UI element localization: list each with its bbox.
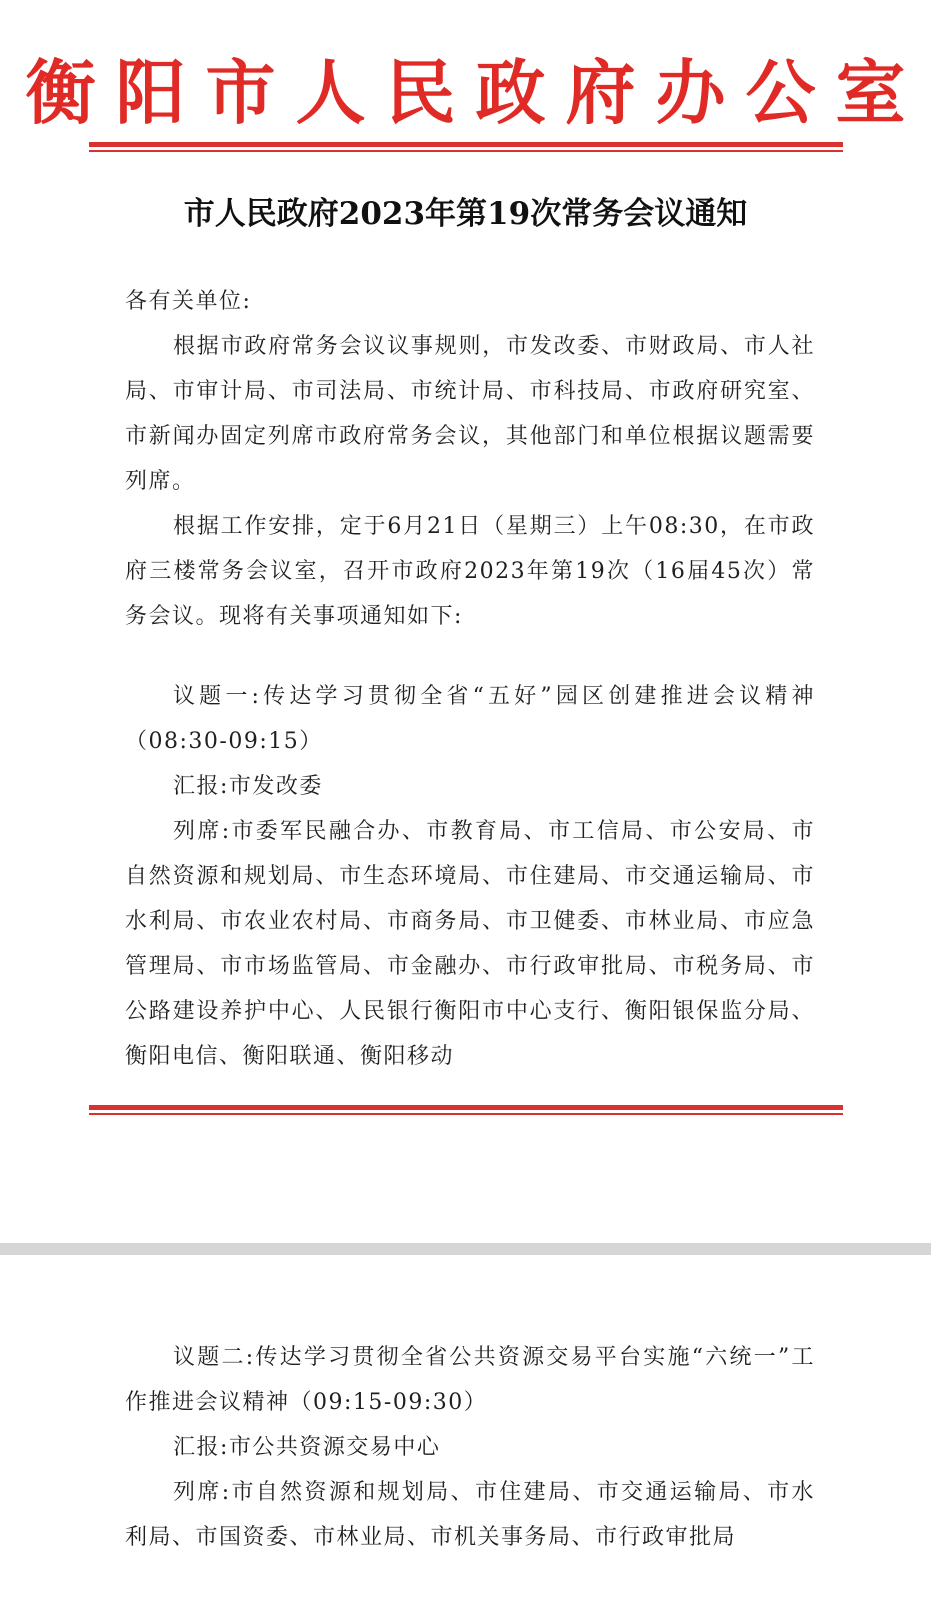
rule-thick-line	[89, 1105, 843, 1110]
masthead-title: 衡阳市人民政府办公室	[25, 51, 926, 134]
rule-thick-line	[89, 142, 843, 147]
agenda-topic-2	[125, 1335, 815, 1560]
paragraph-meeting-arrangement: 根据工作安排，定于6月21日（星期三）上午08:30，在市政府三楼常务会议室，召开市政府2023年第19次（16届45次）常务会议。现将有关事项通知如下:	[125, 514, 815, 629]
red-header-rule	[89, 142, 843, 152]
rule-thin-line	[89, 150, 843, 152]
rule-thin-line	[89, 1113, 843, 1115]
red-footer-rule	[89, 1105, 843, 1115]
document-page-2	[0, 1255, 931, 1622]
salutation: 各有关单位:	[125, 289, 252, 314]
topic-2-report: 汇报:市公共资源交易中心	[173, 1435, 441, 1460]
agenda-topic-1	[125, 674, 815, 1079]
topic-1-attendees: 列席:市委军民融合办、市教育局、市工信局、市公安局、市自然资源和规划局、市生态环境局、市住建局、市交通运输局、市水利局、市农业农村局、市商务局、市卫健委、市林业局、市应急管理局、市市场监管局、市金融办、市行政审批局、市税务局、市公路建设养护中心、人民银行衡阳市中心支行、衡阳银保监分局、衡阳电信、衡阳联通、衡阳移动	[125, 819, 815, 1069]
document-body	[125, 279, 815, 639]
topic-1-report: 汇报:市发改委	[173, 774, 323, 799]
document-title: 市人民政府2023年第19次常务会议通知	[183, 196, 748, 232]
paragraph-attendance-rules: 根据市政府常务会议议事规则，市发改委、市财政局、市人社局、市审计局、市司法局、市统计局、市科技局、市政府研究室、市新闻办固定列席市政府常务会议，其他部门和单位根据议题需要列席。	[125, 334, 815, 494]
topic-1-title: 议题一:传达学习贯彻全省“五好”园区创建推进会议精神（08:30-09:15）	[125, 684, 815, 754]
page-separator	[0, 1243, 931, 1255]
topic-2-title: 议题二:传达学习贯彻全省公共资源交易平台实施“六统一”工作推进会议精神（09:15-09:30）	[125, 1345, 815, 1415]
topic-2-attendees: 列席:市自然资源和规划局、市住建局、市交通运输局、市水利局、市国资委、市林业局、市机关事务局、市行政审批局	[125, 1480, 815, 1550]
